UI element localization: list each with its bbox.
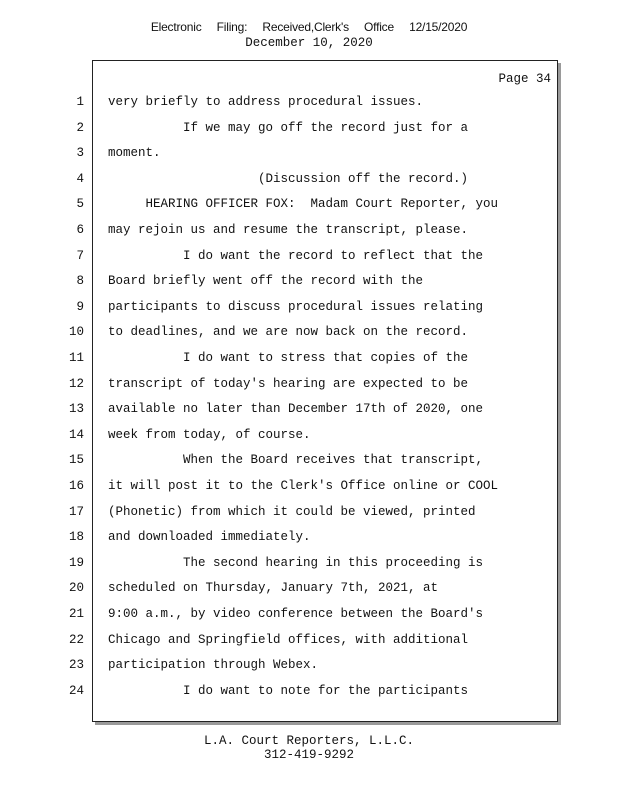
line-number: 2: [76, 120, 84, 135]
line-text: Chicago and Springfield offices, with additional: [108, 632, 469, 647]
line-number: 19: [68, 555, 84, 570]
line-number: 1: [76, 95, 84, 109]
hearing-date: December 10, 2020: [245, 36, 373, 50]
transcript-line: [0, 220, 618, 240]
line-text: very briefly to address procedural issues.: [108, 95, 424, 109]
line-number: 15: [68, 453, 84, 468]
line-text: Board briefly went off the record with the: [108, 274, 424, 289]
line-number: 3: [76, 146, 84, 161]
line-number: 21: [68, 607, 84, 621]
transcript-line: [0, 246, 618, 266]
transcript-line: [0, 553, 618, 573]
line-text: I do want to note for the participants: [108, 683, 469, 698]
transcript-line: [0, 604, 618, 624]
line-text: to deadlines, and we are now back on the record.: [108, 325, 469, 340]
line-number: 14: [68, 427, 84, 442]
page-number: Page 34: [498, 72, 551, 86]
transcript-line: [0, 630, 618, 650]
line-text: participation through Webex.: [108, 658, 319, 673]
transcript-line: [0, 425, 618, 445]
transcript-line: [0, 118, 618, 138]
transcript-line: [0, 194, 618, 214]
line-number: 13: [68, 402, 84, 417]
transcript-line: [0, 655, 618, 675]
line-text: transcript of today's hearing are expected to be: [108, 376, 469, 391]
line-number: 16: [68, 479, 84, 493]
line-number: 22: [68, 632, 84, 647]
reporter-company: L.A. Court Reporters, L.L.C.: [203, 734, 415, 748]
line-text: week from today, of course.: [108, 427, 311, 442]
line-number: 8: [76, 274, 84, 289]
line-number: 18: [68, 530, 84, 545]
line-number: 12: [68, 376, 84, 391]
transcript-line: [0, 271, 618, 291]
transcript-line: [0, 143, 618, 163]
line-text: The second hearing in this proceeding is: [108, 555, 484, 570]
line-number: 11: [68, 351, 84, 365]
line-text: (Discussion off the record.): [108, 171, 469, 186]
line-text: 9:00 a.m., by video conference between the Board's: [108, 607, 484, 621]
line-text: it will post it to the Clerk's Office online or COOL: [108, 479, 499, 493]
transcript-line: [0, 502, 618, 522]
stamp-word: Electronic: [150, 20, 202, 34]
transcript-line: [0, 374, 618, 394]
transcript-line: [0, 399, 618, 419]
line-text: available no later than December 17th of 2020, one: [108, 402, 484, 417]
transcript-line: [0, 450, 618, 470]
line-number: 9: [76, 299, 84, 314]
transcript-line: [0, 578, 618, 598]
line-number: 20: [68, 581, 84, 596]
line-number: 5: [76, 197, 84, 212]
transcript-line: [0, 322, 618, 342]
line-text: moment.: [108, 146, 161, 161]
line-number: 24: [68, 683, 84, 698]
transcript-line: [0, 297, 618, 317]
line-text: scheduled on Thursday, January 7th, 2021, at: [108, 581, 439, 596]
stamp-word: 12/15/2020: [409, 20, 468, 34]
stamp-word: Received,Clerk's: [262, 20, 349, 34]
transcript-line: [0, 348, 618, 368]
footer: [0, 734, 618, 762]
transcript-line: [0, 476, 618, 496]
reporter-phone: 312-419-9292: [263, 748, 354, 762]
line-number: 23: [68, 658, 84, 673]
line-text: HEARING OFFICER FOX: Madam Court Reporter, you: [108, 197, 499, 212]
line-text: and downloaded immediately.: [108, 530, 311, 545]
transcript-line: [0, 92, 618, 112]
line-number: 6: [76, 223, 84, 237]
line-number: 17: [68, 504, 84, 519]
line-number: 7: [76, 248, 84, 263]
line-text: participants to discuss procedural issues relating: [108, 299, 484, 314]
line-text: If we may go off the record just for a: [108, 120, 469, 135]
stamp-word: Office: [364, 20, 394, 34]
line-text: When the Board receives that transcript,: [108, 453, 484, 468]
line-text: I do want the record to reflect that the: [108, 248, 484, 263]
line-number: 4: [76, 171, 84, 186]
line-text: may rejoin us and resume the transcript, please.: [108, 223, 469, 237]
transcript-line: [0, 169, 618, 189]
line-number: 10: [68, 325, 84, 340]
transcript-line: [0, 527, 618, 547]
stamp-word: Filing:: [216, 20, 248, 34]
line-text: (Phonetic) from which it could be viewed, printed: [108, 504, 476, 519]
transcript-line: [0, 681, 618, 701]
line-text: I do want to stress that copies of the: [108, 351, 469, 365]
